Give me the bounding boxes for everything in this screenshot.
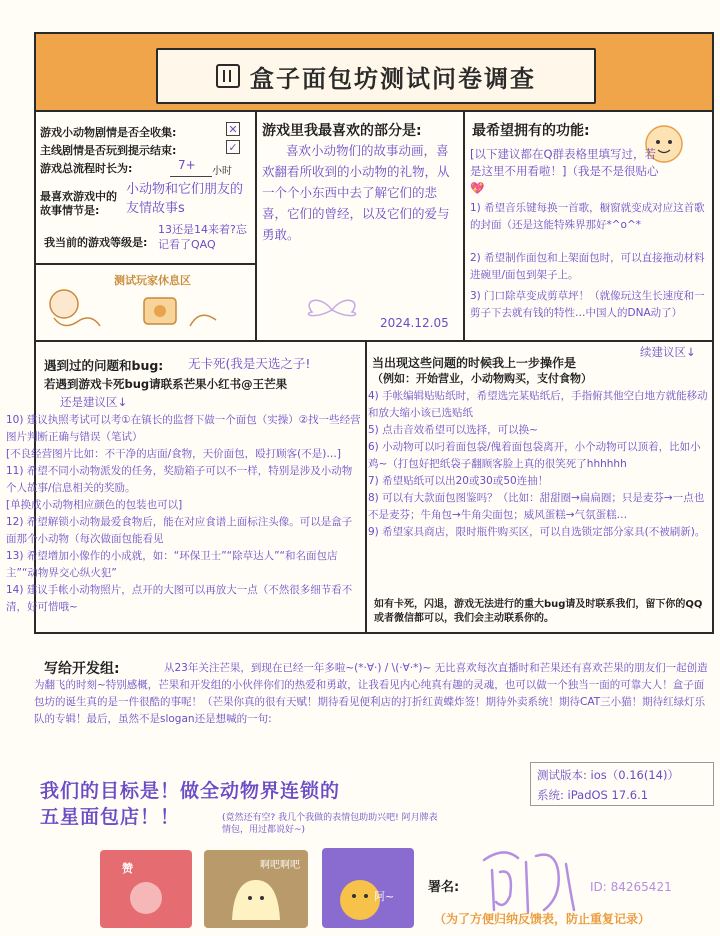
main-story-label: 主线剧情是否玩到提示结束:: [40, 144, 177, 157]
grid-line-v2: [463, 112, 465, 340]
sticker-blob-text: 啊吧啊吧: [260, 860, 300, 871]
step-item-8: 8) 可以有大款面包图鉴吗？（比如：甜甜圈→扁扁圈；只是麦芬→一点也不是麦芬；牛角包→牛角尖面包；威风蛋糕→气氛蛋糕…: [368, 492, 705, 521]
favorite-part-date: 2024.12.05: [380, 316, 449, 330]
problems-title-value: 无卡死(我是天选之子!: [188, 356, 311, 371]
chick-icon: [322, 848, 414, 928]
duration-label: 游戏总流程时长为:: [40, 162, 133, 175]
sticker-like-text: 赞: [122, 862, 133, 875]
favorite-part-text: 喜欢小动物们的故事动画，喜欢翻看所收到的小动物的礼物，从一个个小东西中去了解它们的悲喜，它们的曾经，以及它们的爱与勇敢。: [262, 143, 450, 242]
system-label: 系统: iPadOS 17.6.1: [537, 788, 649, 802]
features-title: 最希望拥有的功能:: [472, 123, 590, 139]
grid-line-right: [712, 112, 714, 632]
problem-item-10: 10) 建议执照考试可以考①在镇长的监督下做一个面包（实操）②找一些经营图片判断正确与错误（笔试）: [6, 414, 361, 443]
test-version-label: 测试版本: ios（0.16(14)）: [537, 768, 679, 782]
footer-note: （为了方便归纳反馈表，防止重复记录）: [434, 912, 651, 926]
problems-title: 遇到过的问题和bug:: [44, 358, 164, 373]
steps-subtitle: （例如：开始营业，小动物购买，支付食物）: [372, 372, 592, 385]
duration-underline: [170, 176, 212, 177]
dev-note-slogan-2: 五星面包店！！: [40, 806, 181, 828]
feature-item-3: 3) 门口除草变成剪草坪！（就像玩这生长速度和一剪子下去就有钱的特性…中国人的DNA动了）: [470, 290, 705, 319]
main-story-checkbox[interactable]: ✓: [226, 140, 240, 154]
title-box: [156, 48, 596, 104]
problem-item-11-note: [单换成小动物相应颜色的包装也可以]: [6, 499, 183, 511]
signature-id: ID: 84265421: [590, 880, 672, 894]
sticker-like-icon: [100, 850, 192, 928]
handwritten-signature: [474, 840, 584, 920]
dev-note-slogan-note: (竟然还有空? 我几个我做的表情包助助兴吧! 阿月牌表情包，用过都说好~): [222, 813, 438, 835]
problem-item-13: 13) 希望增加小像作的小成就，如：“环保卫士”“除草达人”“和名面包店主”“动物界交心纵火犯”: [6, 550, 338, 579]
sticker-blob: [204, 850, 308, 928]
title-banner: [34, 32, 714, 112]
sticker-like: [100, 850, 192, 928]
grid-line-v3: [365, 340, 367, 632]
feature-item-1: 1) 希望音乐键每换一首歌，橱窗就变成对应这首歌的封面（还是这能特殊界那好*^o^*: [470, 202, 705, 231]
features-continue: 续建议区↓: [640, 345, 696, 359]
rest-area-doodle: [40, 268, 254, 336]
sticker-chick: [322, 848, 414, 928]
duration-unit: 小时: [212, 166, 232, 177]
features-intro: [以下建议都在Q群表格里填写过，若是这里不用看啦！]（我是不是很贴心💖: [470, 147, 659, 195]
steps-title: 当出现这些问题的时候我上一步操作是: [372, 356, 577, 370]
problem-item-10-note: [不良经营图片比如：不干净的店面/食物，天价面包，殴打顾客(不是)…]: [6, 448, 341, 460]
mini-story-checkbox[interactable]: ✕: [226, 122, 240, 136]
step-item-4: 4) 手帐编辑贴贴纸时，希望选完某贴纸后，手指俯其他空白地方就能移动和放大缩小该已选贴纸: [368, 390, 708, 419]
problems-list: [6, 412, 362, 616]
problems-suggest-head: 还是建议区↓: [60, 395, 128, 409]
level-value: 13还是14来着?忘记看了QAQ: [158, 223, 247, 251]
favorite-story-label: 最喜欢游戏中的故事情节是:: [40, 190, 117, 217]
dev-note-title: 写给开发组:: [44, 661, 120, 677]
problems-contact-line: 若遇到游戏卡死bug请联系芒果小红书@王芒果: [44, 377, 288, 391]
step-item-6: 6) 小动物可以叼着面包袋/傀着面包袋离开，小个动物可以顶着，比如小鸡~（打包好把纸袋子翻顾客脸上真的很笑死了hhhhhh: [368, 441, 701, 470]
sticker-chick-text: 阿~: [374, 890, 395, 903]
box-icon: [216, 64, 240, 88]
step-item-5: 5) 点击音效希望可以选择，可以换~: [368, 424, 538, 436]
feature-item-2: 2) 希望制作面包和上架面包时，可以直接拖动材料进碗里/面包到架子上。: [470, 252, 705, 281]
rest-area-label: 测试玩家休息区: [114, 274, 191, 287]
page-title: 盒子面包坊测试问卷调查: [250, 63, 536, 93]
dev-note-slogan-1: 我们的目标是！做全动物界连锁的: [40, 780, 341, 802]
mini-story-label: 游戏小动物剧情是否全收集:: [40, 126, 177, 139]
wings-doodle: [292, 280, 372, 320]
step-item-7: 7) 希望贴纸可以出20或30或50连抽！: [368, 475, 549, 487]
step-item-9: 9) 希望家具商店，限时瓶件购买区，可以自选锁定部分家具(不被刷新)。: [368, 526, 706, 538]
duration-value: 7+: [178, 158, 196, 172]
signature-label: 署名:: [428, 880, 460, 895]
grid-line-h-mid: [34, 340, 714, 342]
favorite-story-value: 小动物和它们朋友的友情故事s: [126, 182, 244, 216]
level-label: 我当前的游戏等级是:: [44, 236, 148, 249]
dev-note-text: 从23年关注芒果，到现在已经一年多啦~(*·∀·) / \(·∀·*)~ 无比喜欢每次直播时和芒果还有喜欢芒果的朋友们一起创造为翻飞的时刻~特别感概，芒果和开发组的小伙伴你们的热爱和勇敢，让我看见内心纯真有趣的灵魂，也可以做一个独当一面的可靠大人！盒子面包坊的诞生真的是一件很酷的事呢！（芒果你真的很有天赋！期待看见便利店的打折红黄蝶炸签！期待外卖系统！期待CAT三小猫！期待红绿灯乐队的专辑！最后，虽然不是slogan还是想喊的一句:: [34, 662, 708, 725]
grid-line-h-left: [34, 263, 256, 265]
steps-contact: 如有卡死，闪退，游戏无法进行的重大bug请及时联系我们，留下你的QQ或者微信都可以，我们会主动联系你的。: [374, 599, 703, 624]
grid-line-h-bottom: [34, 632, 714, 634]
steps-list: [368, 388, 710, 541]
problem-item-11: 11) 希望不同小动物派发的任务，奖励箱子可以不一样，特别是涉及小动物个人故事/信息相关的奖励。: [6, 465, 353, 494]
problem-item-12: 12) 希望解锁小动物最爱食物后，能在对应食谱上面标注头像。可以是盒子面那个小动物（每次做面包能看见: [6, 516, 353, 545]
problem-item-14: 14) 建议手帐小动物照片，点开的大图可以再放大一点（不然很多细节看不清，好可惜哦~: [6, 584, 353, 613]
favorite-part-title: 游戏里我最喜欢的部分是:: [262, 123, 422, 139]
version-box: [530, 762, 714, 806]
